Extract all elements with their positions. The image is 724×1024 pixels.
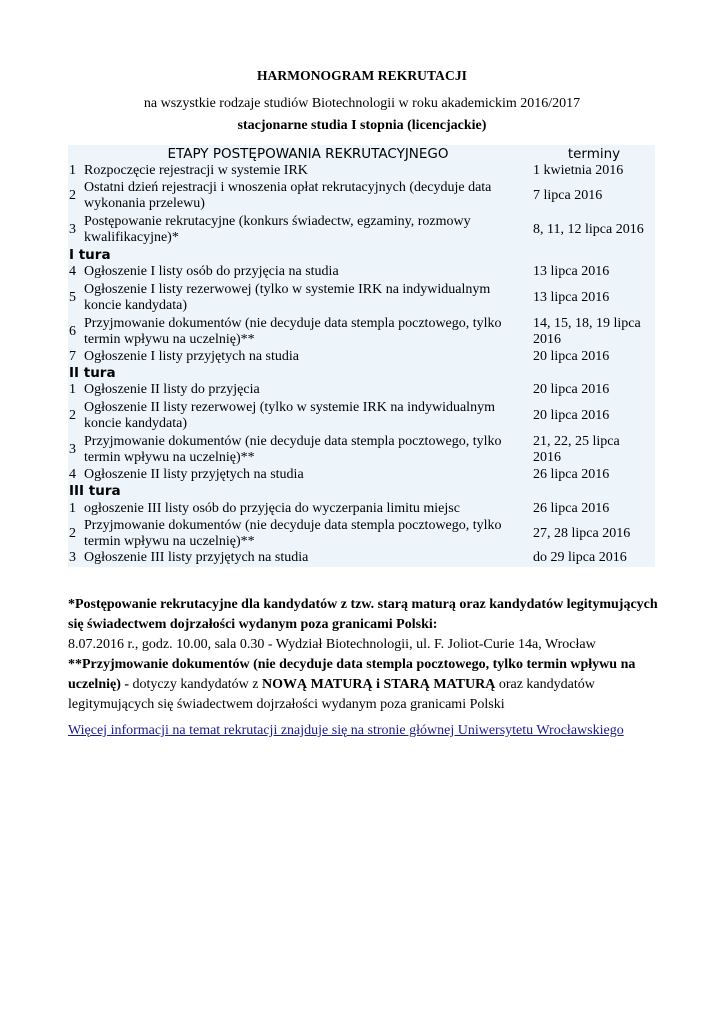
table-row <box>68 382 655 398</box>
row-date: 26 lipca 2016 <box>533 467 610 482</box>
round-3-label: III tura <box>69 483 121 499</box>
row-number: 4 <box>69 467 76 482</box>
row-number: 1 <box>69 501 76 516</box>
row-stage: Przyjmowanie dokumentów (nie decyduje data stempla pocztowego, tylko termin wpływu na uczelnię)** <box>84 518 502 549</box>
row-date: 20 lipca 2016 <box>533 382 610 397</box>
row-stage: Ostatni dzień rejestracji i wnoszenia opłat rekrutacyjnych (decyduje data wykonania przelewu) <box>84 180 492 211</box>
row-number: 1 <box>69 163 76 178</box>
table-row <box>68 214 655 246</box>
row-stage: Postępowanie rekrutacyjne (konkurs świadectw, egzaminy, rozmowy kwalifikacyjne)* <box>84 214 471 245</box>
row-stage: ogłoszenie III listy osób do przyjęcia do wyczerpania limitu miejsc <box>84 501 460 516</box>
row-number: 4 <box>69 264 76 279</box>
row-stage: Przyjmowanie dokumentów (nie decyduje data stempla pocztowego, tylko termin wpływu na uczelnię)** <box>84 434 502 465</box>
round-2-label: II tura <box>69 365 116 381</box>
table-row <box>68 264 655 280</box>
row-number: 2 <box>69 408 76 423</box>
row-stage: Ogłoszenie I listy rezerwowej (tylko w systemie IRK na indywidualnym koncie kandydata) <box>84 282 491 313</box>
footnote-2-heading: **Przyjmowanie dokumentów (nie decyduje data stempla pocztowego, tylko termin wpływu na uczelnię) - <box>68 657 636 692</box>
table-row <box>68 282 655 314</box>
row-number: 1 <box>69 382 76 397</box>
table-row <box>68 501 655 517</box>
row-number: 2 <box>69 526 76 541</box>
table-row <box>68 434 655 466</box>
row-number: 3 <box>69 222 76 237</box>
row-number: 6 <box>69 324 76 339</box>
row-date: 7 lipca 2016 <box>533 188 603 203</box>
footnote-1 <box>68 595 658 655</box>
row-stage: Ogłoszenie III listy przyjętych na studia <box>84 550 309 565</box>
round-1-label: I tura <box>69 247 111 263</box>
row-stage: Ogłoszenie II listy do przyjęcia <box>84 382 260 397</box>
row-stage: Ogłoszenie II listy rezerwowej (tylko w systemie IRK na indywidualnym koncie kandydata) <box>84 400 495 431</box>
row-date: 26 lipca 2016 <box>533 501 610 516</box>
table-row <box>68 400 655 432</box>
row-number: 5 <box>69 290 76 305</box>
row-date: 20 lipca 2016 <box>533 349 610 364</box>
row-date: 21, 22, 25 lipca 2016 <box>533 434 620 465</box>
row-date: 13 lipca 2016 <box>533 290 610 305</box>
table-row <box>68 518 655 550</box>
row-date: 13 lipca 2016 <box>533 264 610 279</box>
row-date: 20 lipca 2016 <box>533 408 610 423</box>
row-date: 14, 15, 18, 19 lipca 2016 <box>533 316 641 347</box>
schedule-table <box>68 145 655 567</box>
table-row <box>68 349 655 365</box>
table-row <box>68 163 655 179</box>
table-row <box>68 467 655 483</box>
header-dates: terminy <box>567 146 621 162</box>
row-number: 7 <box>69 349 76 364</box>
footnote-2-emphasis: NOWĄ MATURĄ i STARĄ MATURĄ <box>262 677 496 692</box>
row-number: 2 <box>69 188 76 203</box>
footnote-2-text-a: dotyczy kandydatów z <box>129 677 262 692</box>
document-title: HARMONOGRAM REKRUTACJI <box>256 68 468 83</box>
row-stage: Rozpoczęcie rejestracji w systemie IRK <box>84 163 308 178</box>
footnotes <box>68 595 658 715</box>
row-date: do 29 lipca 2016 <box>533 550 627 565</box>
row-date: 27, 28 lipca 2016 <box>533 526 631 541</box>
table-row <box>68 550 655 566</box>
row-date: 8, 11, 12 lipca 2016 <box>533 222 644 237</box>
row-date: 1 kwietnia 2016 <box>533 163 624 178</box>
footnote-2-text-c: oraz kandydatów legitymujących się świadectwem dojrzałości wydanym poza granicami Polski <box>68 677 595 712</box>
row-stage: Ogłoszenie I listy osób do przyjęcia na studia <box>84 264 339 279</box>
footnote-2 <box>68 655 658 715</box>
table-header <box>68 145 655 163</box>
footnote-1-heading: *Postępowanie rekrutacyjne dla kandydatów z tzw. starą maturą oraz kandydatów legitymujących się świadectwem dojrzałości wydanym poza granicami Polski: <box>68 597 658 632</box>
table-row <box>68 316 655 348</box>
header-stages: ETAPY POSTĘPOWANIA REKRUTACYJNEGO <box>167 146 449 162</box>
row-number: 3 <box>69 550 76 565</box>
more-info-link[interactable]: Więcej informacji na temat rekrutacji znajduje się na stronie głównej Uniwersytetu Wrocławskiego <box>68 723 624 738</box>
document-subtitle: na wszystkie rodzaje studiów Biotechnologii w roku akademickim 2016/2017 <box>143 96 581 111</box>
study-type-heading: stacjonarne studia I stopnia (licencjackie) <box>237 118 487 133</box>
row-stage: Ogłoszenie II listy przyjętych na studia <box>84 467 304 482</box>
footnote-1-text: 8.07.2016 r., godz. 10.00, sala 0.30 - Wydział Biotechnologii, ul. F. Joliot-Curie 14a, Wrocław <box>68 637 596 652</box>
row-stage: Przyjmowanie dokumentów (nie decyduje data stempla pocztowego, tylko termin wpływu na uczelnię)** <box>84 316 502 347</box>
table-row <box>68 180 655 212</box>
row-stage: Ogłoszenie I listy przyjętych na studia <box>84 349 299 364</box>
row-number: 3 <box>69 442 76 457</box>
